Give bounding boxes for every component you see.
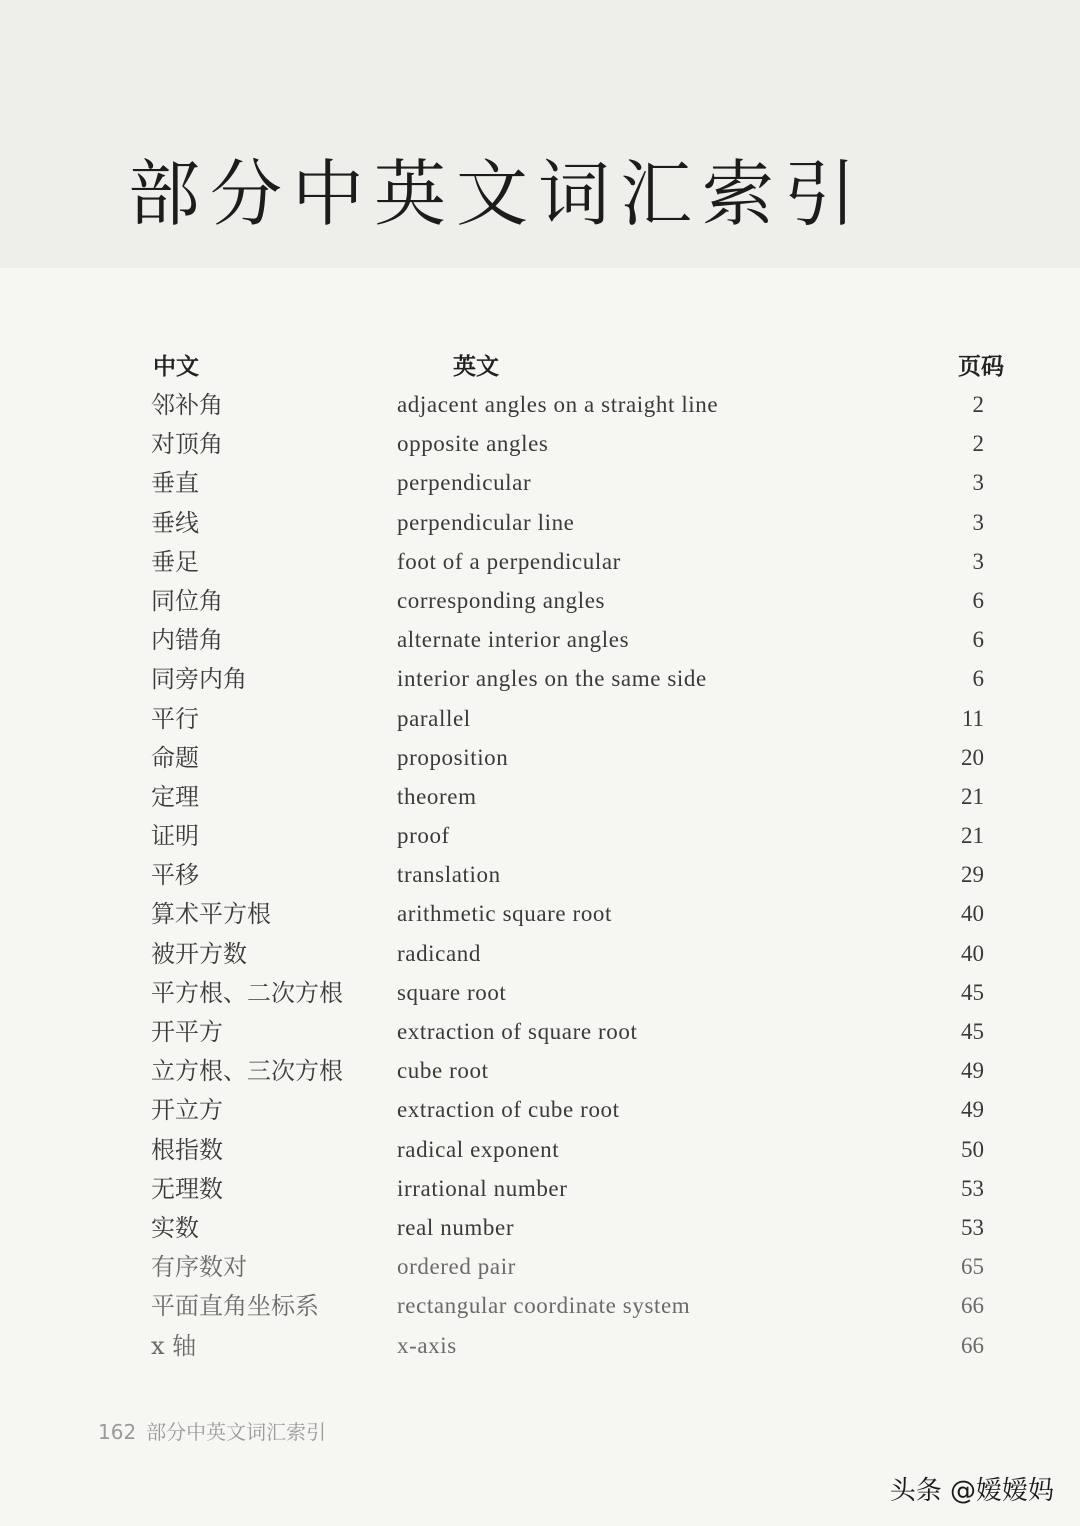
english-term: theorem: [397, 783, 477, 809]
page-number: 3: [972, 548, 984, 574]
english-term: irrational number: [397, 1175, 568, 1201]
page-number: 40: [961, 901, 984, 927]
table-row: [0, 386, 1080, 425]
chinese-term: 同位角: [151, 586, 223, 615]
english-term: opposite angles: [397, 431, 549, 457]
chinese-term: 无理数: [151, 1174, 223, 1203]
table-row: [0, 935, 1080, 974]
english-term: cube root: [397, 1058, 489, 1084]
english-term: translation: [397, 862, 501, 888]
chinese-term: 被开方数: [151, 939, 247, 968]
vocabulary-table: [0, 348, 1080, 1366]
chinese-term: 定理: [151, 782, 199, 811]
chinese-term: 垂足: [151, 547, 199, 576]
english-term: square root: [397, 979, 507, 1005]
page-number: 53: [961, 1214, 984, 1240]
page-number: 49: [961, 1058, 984, 1084]
table-row: [0, 1248, 1080, 1287]
page-number: 66: [961, 1293, 984, 1319]
english-term: foot of a perpendicular: [397, 548, 621, 574]
chinese-term: 根指数: [151, 1135, 223, 1164]
chinese-term: x 轴: [151, 1331, 197, 1360]
page-number: 53: [961, 1175, 984, 1201]
english-term: adjacent angles on a straight line: [397, 392, 719, 417]
table-row: [0, 778, 1080, 817]
table-row: [0, 700, 1080, 739]
table-row: [0, 1131, 1080, 1170]
english-term: radicand: [397, 940, 481, 966]
page-number: 3: [972, 470, 984, 496]
english-term: extraction of cube root: [397, 1097, 620, 1123]
page-number: 65: [961, 1254, 984, 1280]
header-page: 页码: [958, 354, 1004, 380]
english-term: alternate interior angles: [397, 627, 630, 653]
english-term: x-axis: [397, 1332, 457, 1358]
page-number: 45: [961, 1019, 984, 1044]
chinese-term: 同旁内角: [151, 665, 247, 694]
chinese-term: 垂线: [151, 508, 199, 537]
page-number: 6: [972, 666, 984, 692]
table-row: [0, 1091, 1080, 1130]
table-row: [0, 660, 1080, 699]
table-row: [0, 425, 1080, 464]
footer-running-title: 部分中英文词汇索引: [146, 1420, 327, 1444]
chinese-term: 开立方: [151, 1096, 223, 1125]
header-chinese: 中文: [153, 354, 199, 380]
table-row: [0, 739, 1080, 778]
english-term: perpendicular: [397, 470, 532, 496]
chinese-term: 实数: [151, 1213, 199, 1242]
chinese-term: 证明: [151, 822, 199, 851]
table-row: [0, 621, 1080, 660]
english-term: extraction of square root: [397, 1019, 638, 1044]
page-number: 29: [961, 862, 984, 888]
page-number: 3: [972, 509, 984, 535]
chinese-term: 算术平方根: [151, 900, 271, 929]
table-row: [0, 504, 1080, 543]
english-term: parallel: [397, 705, 471, 731]
english-term: real number: [397, 1214, 515, 1240]
table-row: [0, 856, 1080, 895]
english-term: rectangular coordinate system: [397, 1293, 691, 1319]
chinese-term: 有序数对: [151, 1253, 247, 1282]
table-row: [0, 1209, 1080, 1248]
table-body: [0, 386, 1080, 1366]
page-number: 2: [972, 392, 984, 417]
page-number: 6: [972, 627, 984, 653]
table-row: [0, 1327, 1080, 1366]
chinese-term: 立方根、三次方根: [151, 1057, 343, 1086]
english-term: proposition: [397, 744, 509, 770]
header-english: 英文: [453, 354, 499, 380]
page-number: 45: [961, 979, 984, 1005]
page-number: 49: [961, 1097, 984, 1123]
page-number: 6: [972, 587, 984, 613]
table-row: [0, 817, 1080, 856]
chinese-term: 对顶角: [151, 430, 223, 459]
table-row: [0, 464, 1080, 503]
table-header-row: [0, 348, 1080, 386]
page-number: 21: [961, 783, 984, 809]
table-row: [0, 1287, 1080, 1326]
chinese-term: 内错角: [151, 626, 223, 655]
table-row: [0, 1170, 1080, 1209]
chinese-term: 开平方: [151, 1018, 223, 1046]
english-term: interior angles on the same side: [397, 666, 707, 692]
english-term: ordered pair: [397, 1254, 516, 1280]
footer-page-number: 162: [98, 1420, 137, 1444]
english-term: proof: [397, 823, 450, 849]
table-row: [0, 895, 1080, 934]
chinese-term: 平面直角坐标系: [151, 1292, 319, 1321]
page-number: 66: [961, 1332, 984, 1358]
table-row: [0, 974, 1080, 1013]
page-number: 2: [972, 431, 984, 457]
table-row: [0, 1013, 1080, 1052]
english-term: radical exponent: [397, 1136, 560, 1162]
chinese-term: 平方根、二次方根: [151, 978, 343, 1007]
page-footer: [98, 1416, 336, 1445]
english-term: arithmetic square root: [397, 901, 613, 927]
english-term: corresponding angles: [397, 587, 606, 613]
page-number: 20: [961, 744, 984, 770]
chinese-term: 垂直: [151, 469, 199, 498]
chinese-term: 平移: [151, 861, 199, 890]
page-title: 部分中英文词汇索引: [128, 152, 867, 236]
page-number: 11: [961, 705, 984, 731]
page-number: 21: [961, 823, 984, 849]
chinese-term: 命题: [151, 743, 199, 772]
table-row: [0, 543, 1080, 582]
table-row: [0, 1052, 1080, 1091]
page-number: 40: [961, 940, 984, 966]
page-number: 50: [961, 1136, 984, 1162]
watermark: 头条 @嫒嫒妈: [889, 1476, 1054, 1506]
chinese-term: 邻补角: [151, 391, 223, 419]
table-row: [0, 582, 1080, 621]
english-term: perpendicular line: [397, 509, 575, 535]
chinese-term: 平行: [151, 704, 199, 733]
